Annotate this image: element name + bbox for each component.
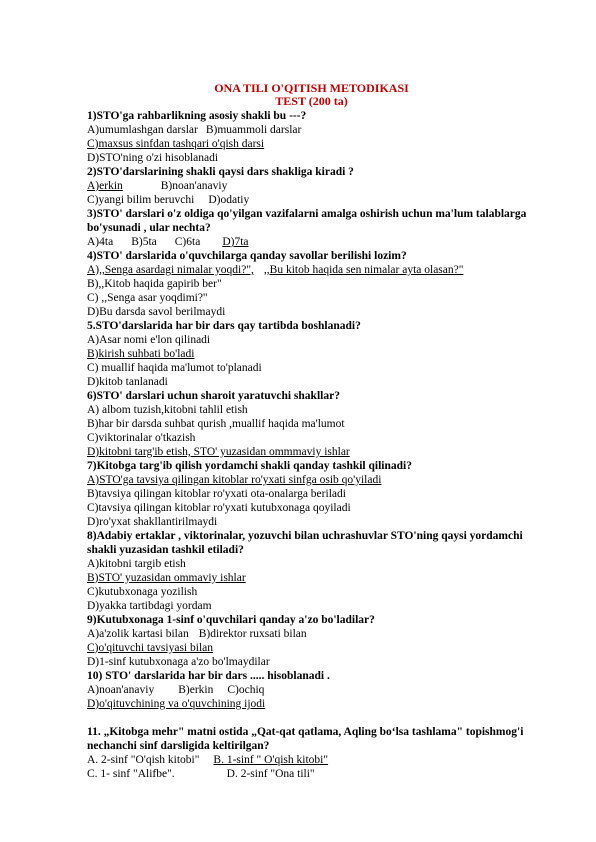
option-c-correct: C)o'qituvchi tavsiyasi bilan	[87, 641, 214, 654]
question-text: 3)STO' darslari o'z oldiga qo'yilgan vazifalarni amalga oshirish uchun ma'lum talablarga bo'ysunadi , ular nechta?	[87, 207, 527, 234]
option-line	[87, 627, 536, 641]
option-a: A)umumlashgan darslar	[87, 123, 198, 136]
option-a-correct: A)erkin	[87, 179, 123, 192]
option-c-correct: C)maxsus sinfdan tashqari o'qish darsi	[87, 137, 265, 150]
option-a: A) albom tuzish,kitobni tahlil etish	[87, 403, 248, 416]
option-b-correct: B)STO' yuzasidan ommaviy ishlar	[87, 571, 246, 584]
option-line	[87, 683, 536, 697]
option-line	[87, 137, 536, 151]
option-a: A)a'zolik kartasi bilan	[87, 627, 189, 640]
option-b: B)tavsiya qilingan kitoblar ro'yxati ota-onalarga beriladi	[87, 487, 346, 500]
question-text: 11. „Kitobga mehr" matni ostida „Qat-qat qatlama, Aqling bo‘lsa tashlama" topishmog'i nechanchi sinf darsligida keltirilgan?	[87, 725, 524, 752]
option-a-correct: A)STO'ga tavsiya qilingan kitoblar ro'yxati sinfga osib qo'yiladi	[87, 473, 382, 486]
option-line	[87, 193, 536, 207]
option-c: C)tavsiya qilingan kitoblar ro'yxati kutubxonaga qoyiladi	[87, 501, 351, 514]
option-line	[87, 515, 536, 529]
question-1	[87, 109, 536, 165]
option-line	[87, 585, 536, 599]
option-line	[87, 445, 536, 459]
option-line	[87, 571, 536, 585]
question-text: 6)STO' darslari uchun sharoit yaratuvchi shakllar?	[87, 389, 340, 402]
option-d-correct: D)o'qituvchining va o'quvchining ijodi	[87, 697, 266, 710]
option-line	[87, 179, 536, 193]
option-d-correct: D)7ta	[222, 235, 249, 248]
question-text: 10) STO' darslarida har bir dars ..... hisoblanadi .	[87, 669, 330, 682]
option-line	[87, 767, 536, 781]
question-text: 9)Kutubxonaga 1-sinf o'quvchilari qanday a'zo bo'ladilar?	[87, 613, 375, 626]
question-4	[87, 249, 536, 319]
question-9	[87, 613, 536, 669]
option-b: B)har bir darsda suhbat qurish ,muallif haqida ma'lumot	[87, 417, 345, 430]
option-line	[87, 697, 536, 711]
option-line	[87, 277, 536, 291]
option-d: D. 2-sinf "Ona tili"	[226, 767, 315, 780]
option-d: D)odatiy	[208, 193, 250, 206]
option-line	[87, 501, 536, 515]
option-line	[87, 375, 536, 389]
option-b: B),,Kitob haqida gapirib ber"	[87, 277, 222, 290]
option-b: B)noan'anaviy	[160, 179, 228, 192]
option-a: A),,Senga asardagi nimalar yoqdi?",	[87, 263, 254, 276]
question-8	[87, 529, 536, 613]
option-line	[87, 403, 536, 417]
option-d: D)yakka tartibdagi yordam	[87, 599, 212, 612]
option-c: C. 1- sinf "Alifbe".	[87, 767, 175, 780]
option-line	[87, 123, 536, 137]
option-line	[87, 151, 536, 165]
option-a: A)noan'anaviy	[87, 683, 155, 696]
option-c: C) muallif haqida ma'lumot to'planadi	[87, 361, 262, 374]
option-line	[87, 655, 536, 669]
option-line	[87, 235, 536, 249]
option-d: D)ro'yxat shakllantirilmaydi	[87, 515, 218, 528]
option-b: B)erkin	[178, 683, 214, 696]
question-text: 8)Adabiy ertaklar , viktorinalar, yozuvchi bilan uchrashuvlar STO'ning qaysi yordamchi shakli yuzasidan tashkil etiladi?	[87, 529, 523, 556]
option-line	[87, 599, 536, 613]
question-7	[87, 459, 536, 529]
option-line	[87, 753, 536, 767]
option-c: C)6ta	[174, 235, 201, 248]
option-c: C)yangi bilim beruvchi	[87, 193, 195, 206]
option-line	[87, 347, 536, 361]
option-c: C) ,,Senga asar yoqdimi?"	[87, 291, 208, 304]
option-d: D)kitob tanlanadi	[87, 375, 168, 388]
section-spacer	[87, 711, 536, 725]
option-c: C)viktorinalar o'tkazish	[87, 431, 196, 444]
option-a: A)4ta	[87, 235, 114, 248]
option-line	[87, 333, 536, 347]
option-line-correct	[87, 263, 536, 277]
option-b-correct: B. 1-sinf " O'qish kitobi"	[213, 753, 329, 766]
document-subtitle: TEST (200 ta)	[275, 94, 348, 109]
question-3	[87, 207, 536, 249]
option-d: D)1-sinf kutubxonaga a'zo bo'lmaydilar	[87, 655, 270, 668]
option-a-cont: ,,Bu kitob haqida sen nimalar ayta olasan?"	[263, 263, 464, 276]
option-line	[87, 291, 536, 305]
option-c: C)ochiq	[227, 683, 265, 696]
question-text: 7)Kitobga targ'ib qilish yordamchi shakli qanday tashkil qilinadi?	[87, 459, 412, 472]
question-text: 1)STO'ga rahbarlikning asosiy shakli bu ---?	[87, 109, 307, 122]
question-text: 2)STO'darslarining shakli qaysi dars shakliga kiradi ?	[87, 165, 354, 178]
question-11	[87, 725, 536, 781]
question-6	[87, 389, 536, 459]
option-line	[87, 641, 536, 655]
option-a: A)Asar nomi e'lon qilinadi	[87, 333, 211, 346]
option-b: B)5ta	[131, 235, 157, 248]
option-b: B)direktor ruxsati bilan	[198, 627, 307, 640]
option-a: A. 2-sinf "O'qish kitobi"	[87, 753, 200, 766]
question-text: 5.STO'darslarida har bir dars qay tartibda boshlanadi?	[87, 319, 361, 332]
question-5	[87, 319, 536, 389]
question-2	[87, 165, 536, 207]
option-line	[87, 431, 536, 445]
option-line	[87, 361, 536, 375]
option-line	[87, 473, 536, 487]
option-d-correct: D)kitobni targ'ib etish, STO' yuzasidan ommmaviy ishlar	[87, 445, 350, 458]
option-b: B)muammoli darslar	[205, 123, 302, 136]
option-c: C)kutubxonaga yozilish	[87, 585, 198, 598]
option-a: A)kitobni targib etish	[87, 557, 186, 570]
document-title: ONA TILI O'QITISH METODIKASI	[214, 81, 409, 95]
option-d: D)Bu darsda savol berilmaydi	[87, 305, 226, 318]
question-text: 4)STO' darslarida o'quvchilarga qanday savollar berilishi lozim?	[87, 249, 407, 262]
option-line	[87, 417, 536, 431]
option-b-correct: B)kirish suhbati bo'ladi	[87, 347, 195, 360]
option-line	[87, 557, 536, 571]
question-10	[87, 669, 536, 711]
option-line	[87, 487, 536, 501]
option-d: D)STO'ning o'zi hisoblanadi	[87, 151, 219, 164]
option-line	[87, 305, 536, 319]
